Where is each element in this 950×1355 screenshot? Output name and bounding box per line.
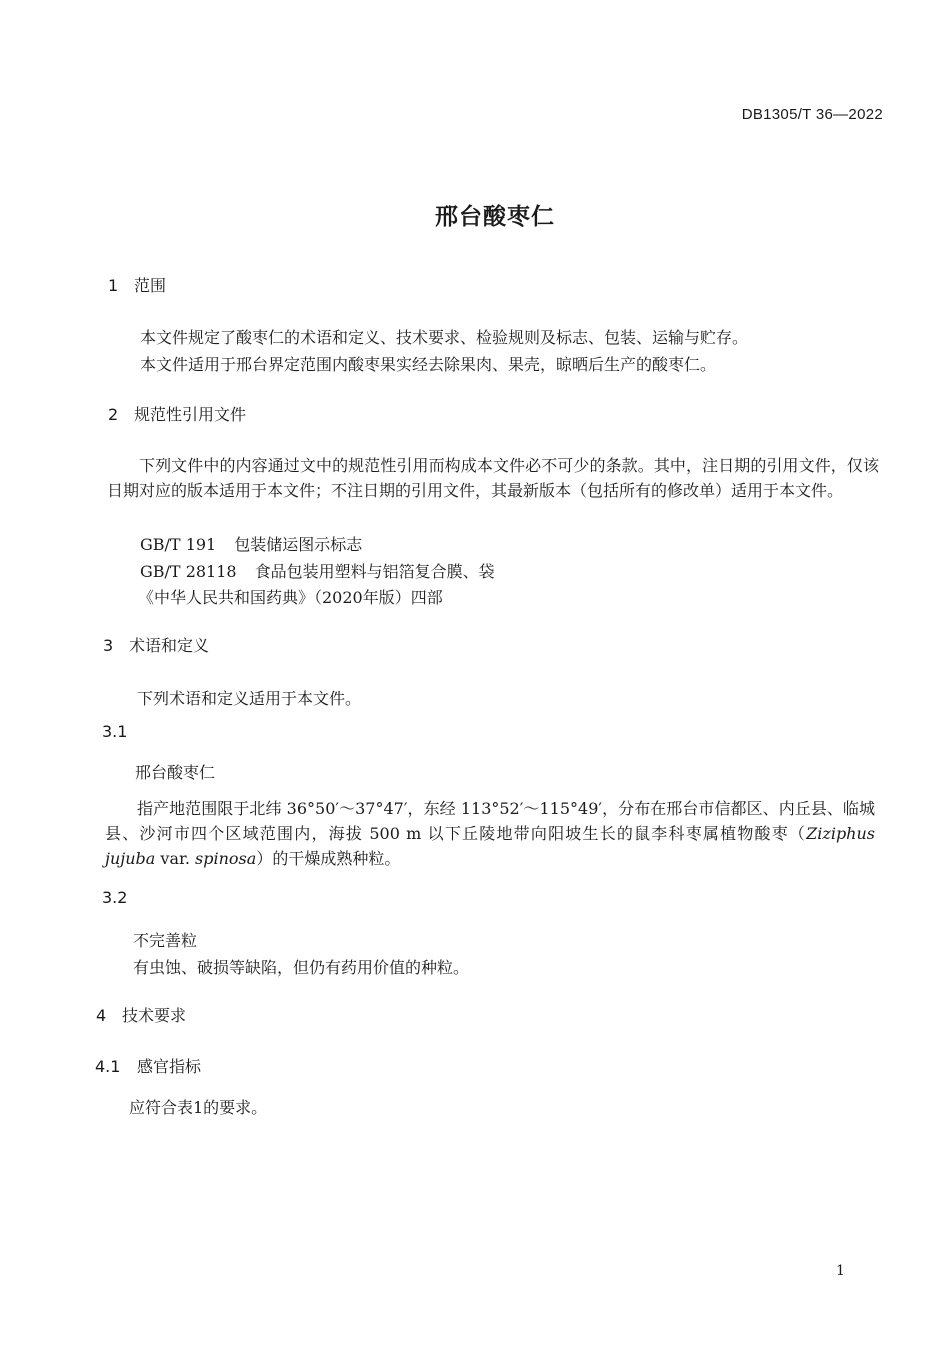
section-1-heading [108, 273, 166, 296]
scientific-name: Ziziphus jujuba [105, 824, 875, 868]
variety-label: var. [155, 849, 196, 868]
reference-code: GB/T 28118 [140, 562, 237, 581]
references-text: 下列文件中的内容通过文中的规范性引用而构成本文件必不可少的条款。其中，注日期的引用文件，仅该日期对应的版本适用于本文件；不注日期的引用文件，其最新版本（包括所有的修改单）适用于本文件。 [107, 456, 879, 500]
scope-paragraph-1: 本文件规定了酸枣仁的术语和定义、技术要求、检验规则及标志、包装、运输与贮存。 [140, 328, 749, 347]
reference-name: 食品包装用塑料与铝箔复合膜、袋 [254, 562, 495, 581]
sensory-requirement-text: 应符合表1的要求。 [129, 1098, 268, 1117]
term-3-2-number: 3.2 [102, 888, 128, 907]
definition-text: 指产地范围限于北纬 36°50′～37°47′，东经 113°52′～115°49′，分布在邢台市信都区、内丘县、临城县、沙河市四个区域范围内，海拔 500 m 以下丘陵地带向阳坡生长的鼠李科枣属植物酸枣（ [105, 799, 875, 843]
document-title: 邢台酸枣仁 [435, 204, 555, 230]
scope-paragraph-2: 本文件适用于邢台界定范围内酸枣果实经去除果肉、果壳，晾晒后生产的酸枣仁。 [140, 355, 717, 374]
references-paragraph [107, 453, 879, 503]
subsection-4-1-heading [95, 1054, 201, 1077]
term-3-1-number: 3.1 [102, 722, 128, 741]
term-3-2-definition: 有虫蚀、破损等缺陷，但仍有药用价值的种粒。 [133, 958, 470, 977]
subsection-number: 4.1 [95, 1057, 121, 1076]
term-3-1-definition [105, 796, 875, 871]
term-3-2-name: 不完善粒 [133, 931, 198, 950]
subsection-title: 感官指标 [137, 1057, 202, 1076]
section-2-heading [108, 402, 246, 425]
section-title: 术语和定义 [129, 636, 210, 655]
reference-code: GB/T 191 [140, 535, 217, 554]
document-code: DB1305/T 36—2022 [741, 106, 883, 123]
section-number: 1 [108, 276, 119, 295]
section-3-heading [103, 633, 209, 656]
reference-name: 包装储运图示标志 [234, 535, 363, 554]
section-number: 3 [103, 636, 114, 655]
reference-item-pharmacopoeia: 《中华人民共和国药典》（2020年版）四部 [138, 588, 443, 607]
section-number: 4 [96, 1006, 107, 1025]
reference-item [140, 532, 362, 555]
section-title: 规范性引用文件 [134, 405, 247, 424]
section-4-heading [96, 1003, 186, 1026]
page-number: 1 [836, 1263, 845, 1279]
terms-intro: 下列术语和定义适用于本文件。 [137, 689, 362, 708]
reference-item [140, 559, 495, 582]
section-title: 技术要求 [122, 1006, 187, 1025]
term-3-1-name: 邢台酸枣仁 [135, 763, 216, 782]
section-title: 范围 [134, 276, 167, 295]
definition-text-end: ）的干燥成熟种粒。 [256, 849, 401, 868]
section-number: 2 [108, 405, 119, 424]
scientific-variety: spinosa [195, 849, 257, 868]
